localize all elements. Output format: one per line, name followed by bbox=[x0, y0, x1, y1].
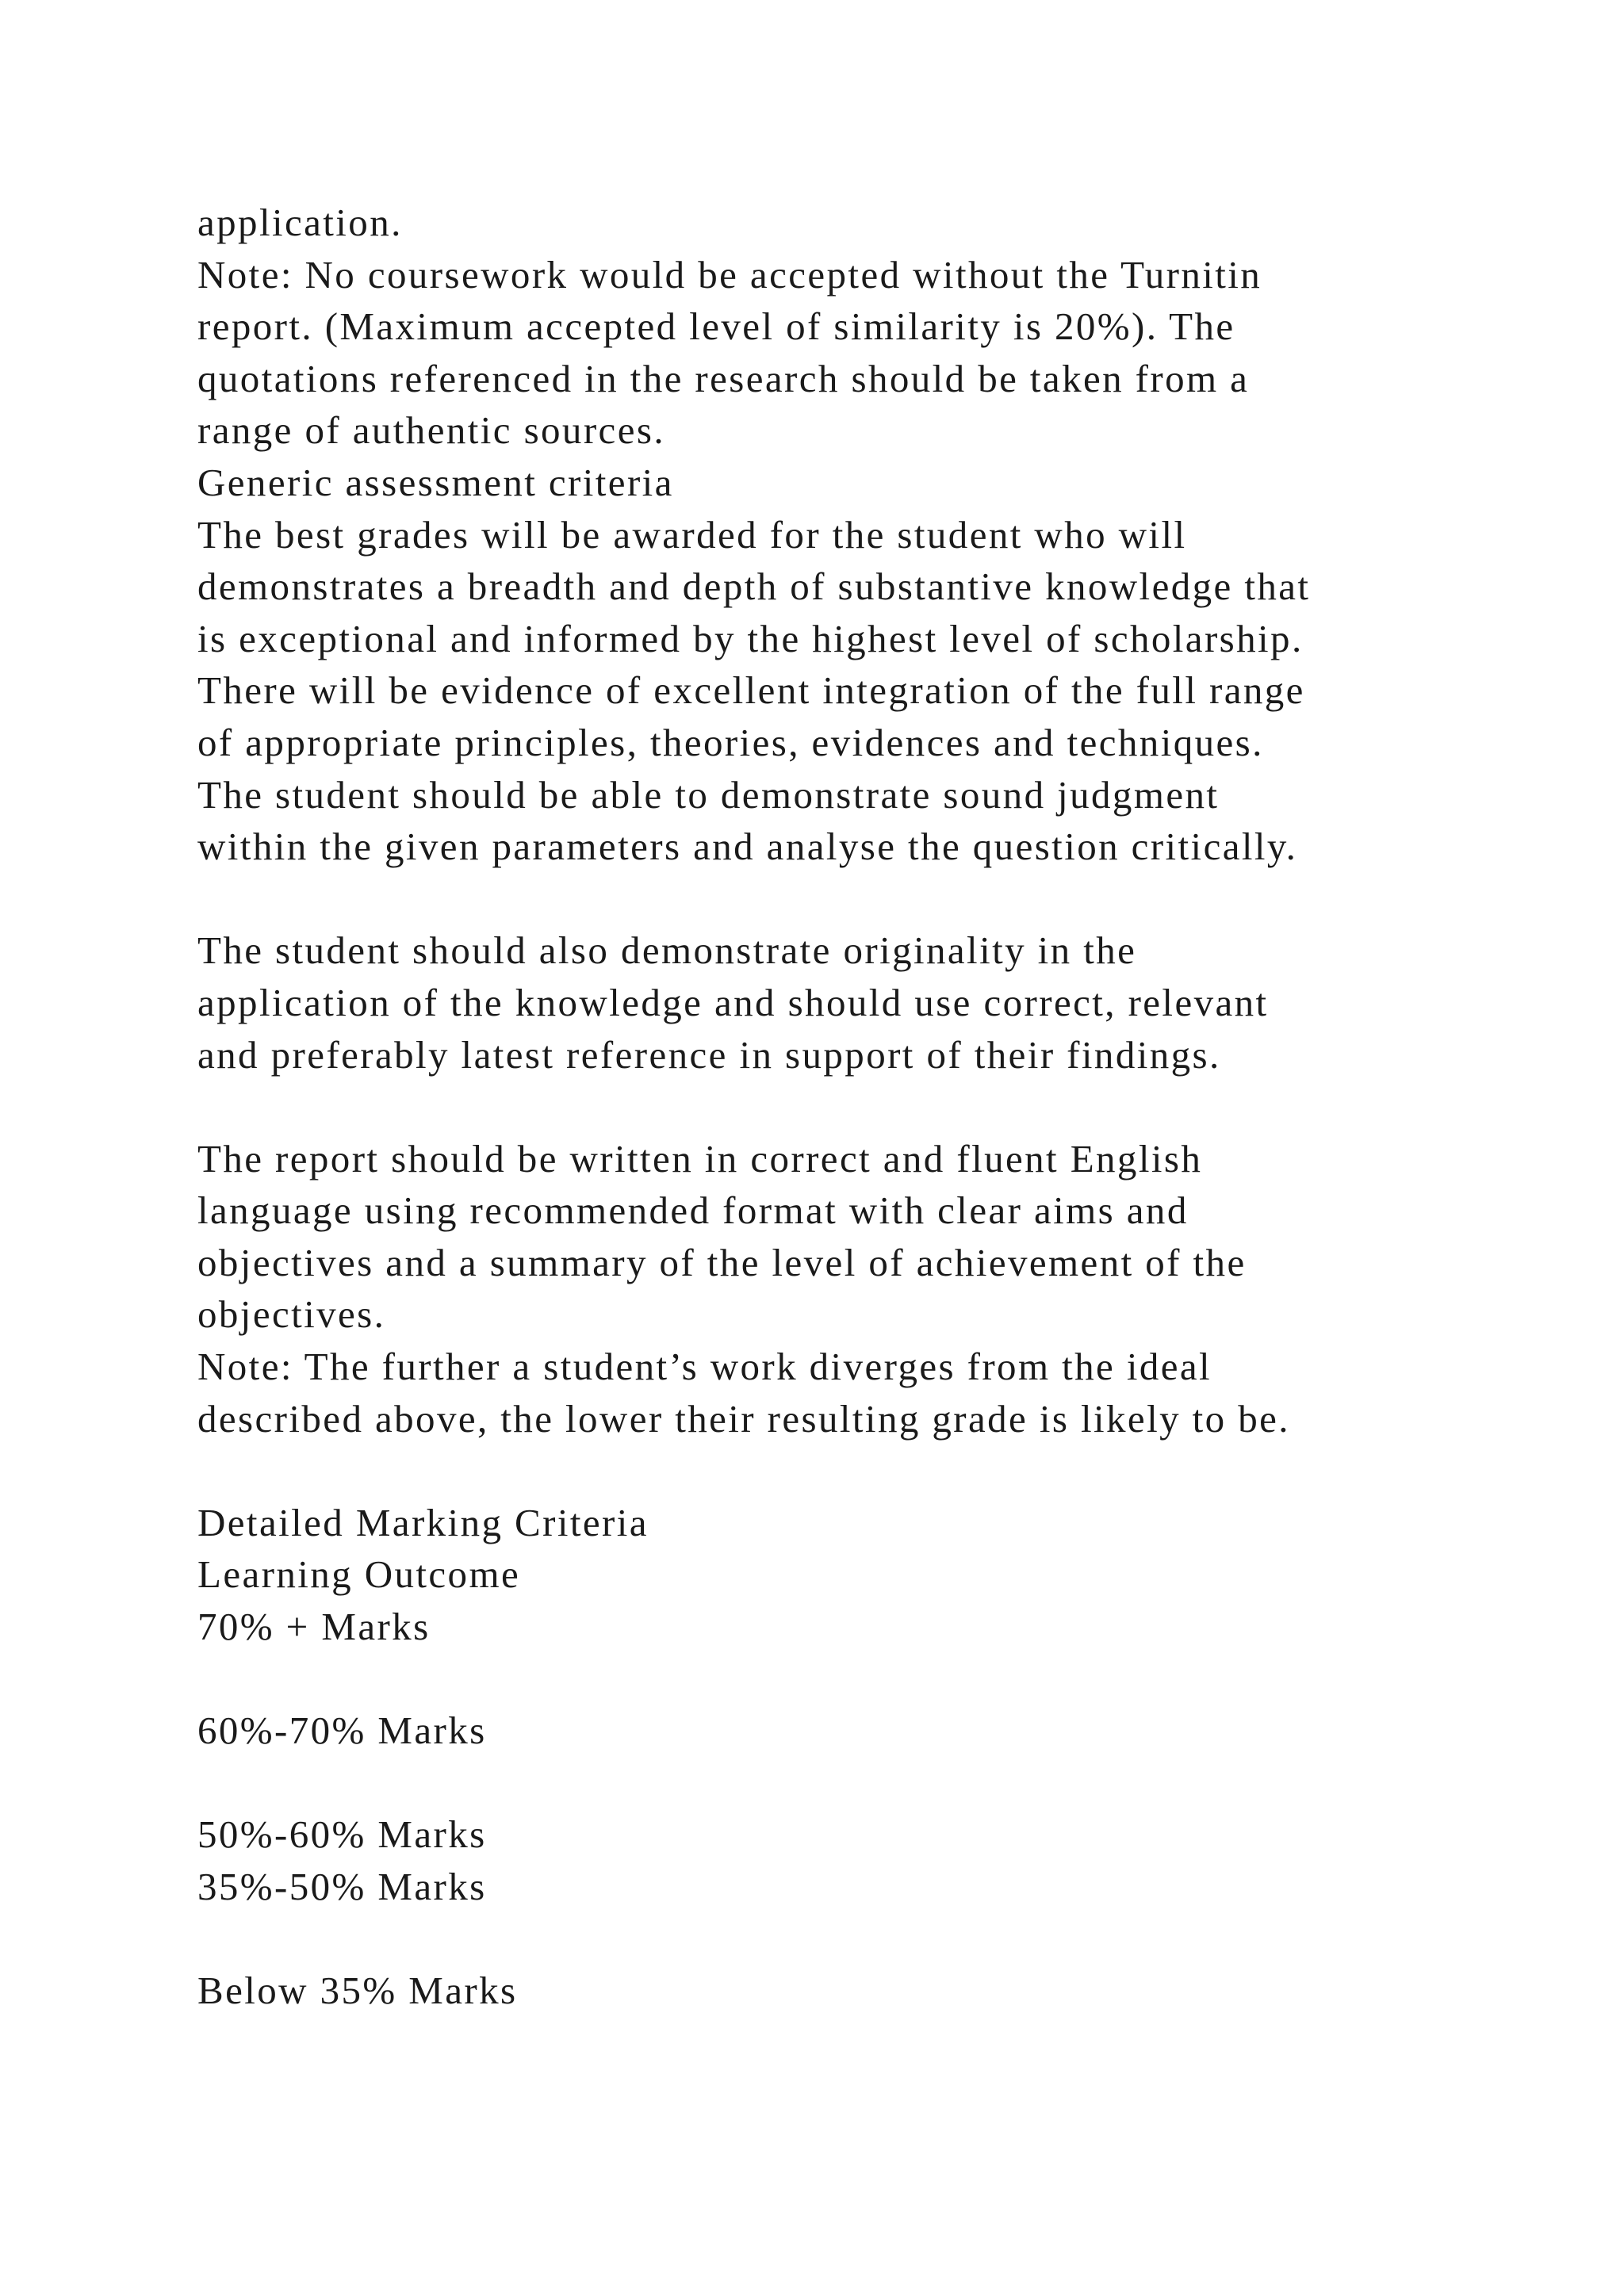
text-line: is exceptional and informed by the highest level of scholarship. bbox=[197, 616, 1304, 660]
text-line: and preferably latest reference in support of their findings. bbox=[197, 1032, 1221, 1077]
marks-band: 60%-70% Marks bbox=[197, 1709, 487, 1753]
text-line: Note: No coursework would be accepted without the Turnitin bbox=[197, 252, 1262, 297]
text-line: application. bbox=[197, 201, 403, 244]
text-line: objectives. bbox=[197, 1292, 386, 1337]
text-line: quotations referenced in the research should be taken from a bbox=[197, 356, 1250, 400]
text-line: application of the knowledge and should use correct, relevant bbox=[197, 980, 1269, 1024]
marks-band: 35%-50% Marks bbox=[197, 1865, 487, 1908]
text-line: Note: The further a student’s work diverges from the ideal bbox=[197, 1345, 1212, 1389]
text-line: described above, the lower their resulting grade is likely to be. bbox=[197, 1396, 1290, 1441]
text-line: within the given parameters and analyse the question critically. bbox=[197, 825, 1298, 869]
text-line: Learning Outcome bbox=[197, 1552, 521, 1597]
text-line: The best grades will be awarded for the student who will bbox=[197, 512, 1187, 557]
text-line: The student should also demonstrate originality in the bbox=[197, 928, 1137, 973]
marks-band: 50%-60% Marks bbox=[197, 1812, 487, 1857]
text-line: of appropriate principles, theories, evidences and techniques. bbox=[197, 720, 1264, 764]
text-line: objectives and a summary of the level of achievement of the bbox=[197, 1240, 1247, 1284]
blank-line bbox=[197, 1653, 1506, 1705]
marks-band: 70% + Marks bbox=[197, 1605, 431, 1649]
section-heading: Generic assessment criteria bbox=[197, 460, 674, 504]
text-line: The report should be written in correct and fluent English bbox=[197, 1136, 1203, 1181]
blank-line bbox=[197, 1445, 1506, 1497]
text-line: The student should be able to demonstrate sound judgment bbox=[197, 772, 1220, 817]
document-body bbox=[197, 197, 1506, 2017]
section-heading: Detailed Marking Criteria bbox=[197, 1500, 649, 1544]
blank-line bbox=[197, 873, 1506, 925]
text-line: report. (Maximum accepted level of similarity is 20%). The bbox=[197, 304, 1235, 349]
blank-line bbox=[197, 1081, 1506, 1133]
text-line: There will be evidence of excellent integration of the full range bbox=[197, 668, 1305, 713]
blank-line bbox=[197, 1913, 1506, 1965]
text-line: range of authentic sources. bbox=[197, 408, 665, 453]
blank-line bbox=[197, 1757, 1506, 1809]
text-line: demonstrates a breadth and depth of substantive knowledge that bbox=[197, 564, 1311, 609]
marks-band: Below 35% Marks bbox=[197, 1969, 518, 2013]
text-line: language using recommended format with clear aims and bbox=[197, 1188, 1189, 1233]
